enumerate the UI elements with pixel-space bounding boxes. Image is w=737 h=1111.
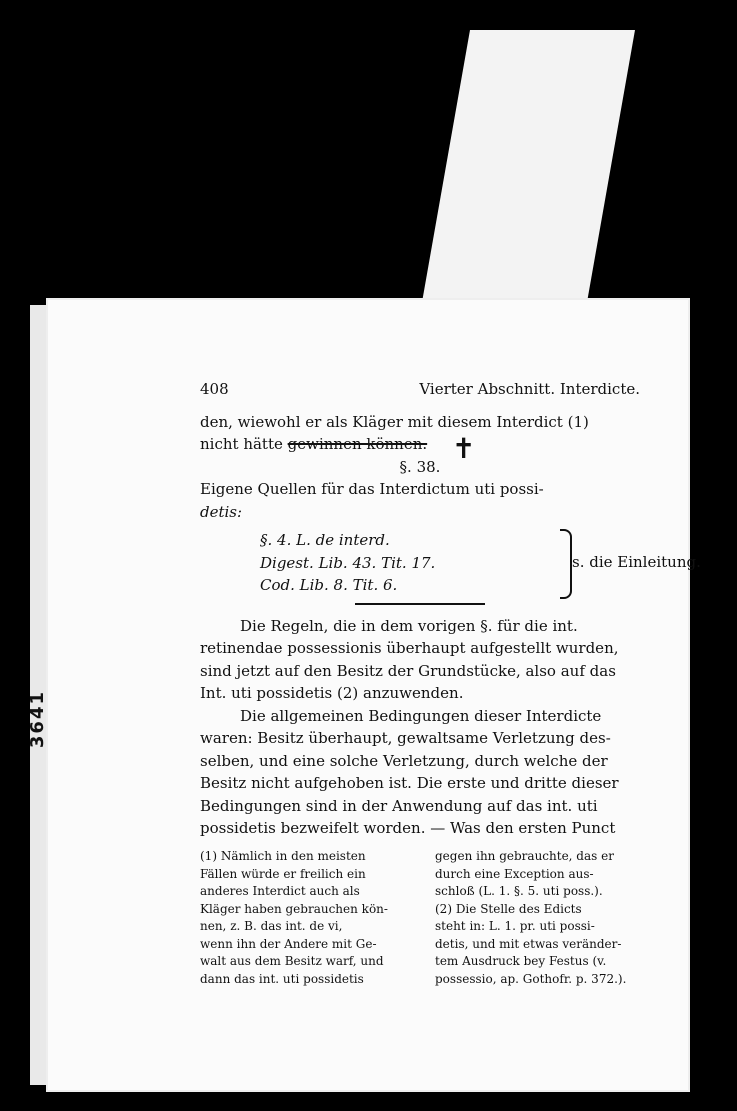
- footnote-line: Fällen würde er freilich ein: [200, 866, 366, 881]
- page-header: [200, 378, 640, 401]
- body-line: Bedingungen sind in der Anwendung auf das int. uti: [200, 796, 598, 815]
- struck-prefix: nicht hätte: [200, 435, 283, 453]
- footnote-line: dann das int. uti possidetis: [200, 971, 364, 986]
- running-title: Vierter Abschnitt. Interdicte.: [419, 380, 640, 398]
- footnote-line: steht in: L. 1. pr. uti possi-: [435, 919, 595, 933]
- footnote-line: tem Ausdruck bey Festus (v.: [435, 954, 607, 968]
- body-line: Besitz nicht aufgehoben ist. Die erste und dritte dieser: [200, 774, 619, 792]
- handwritten-cross-mark: ✝: [452, 432, 476, 465]
- struck-line: [200, 433, 640, 456]
- section-rule: [355, 603, 485, 605]
- body-line: Die allgemeinen Bedingungen dieser Interdicte: [240, 706, 602, 725]
- source-line: Digest. Lib. 43. Tit. 17.: [260, 553, 436, 572]
- footnotes: [200, 848, 640, 988]
- page-number: 408: [200, 380, 229, 398]
- brace: [560, 529, 572, 599]
- footnote-line: detis, und mit etwas veränder-: [435, 936, 622, 951]
- source-line: §. 4. L. de interd.: [260, 531, 390, 549]
- footnote-line: anderes Interdict auch als: [200, 884, 360, 898]
- body-line: Int. uti possidetis (2) anzuwenden.: [200, 684, 464, 702]
- footnote-line: nen, z. B. das int. de vi,: [200, 919, 343, 933]
- sources-note: s. die Einleitung.: [572, 553, 701, 571]
- body-line: sind jetzt auf den Besitz der Grundstücke, also auf das: [200, 661, 616, 680]
- sources-title-line-1: Eigene Quellen für das Interdictum uti possi-: [200, 480, 544, 498]
- footnote-line: wenn ihn der Andere mit Ge-: [200, 936, 377, 951]
- body-line: selben, und eine solche Verletzung, durch welche der: [200, 751, 608, 770]
- footnote-line: gegen ihn gebrauchte, das er: [435, 849, 614, 863]
- footnote-line: (2) Die Stelle des Edicts: [435, 901, 582, 916]
- body-line: possidetis bezweifelt worden. — Was den ersten Punct: [200, 819, 616, 837]
- footnote-line: durch eine Exception aus-: [435, 866, 594, 881]
- footnotes-right-column: [435, 848, 640, 988]
- body-line: Die Regeln, die in dem vorigen §. für die int.: [240, 616, 578, 635]
- footnote-line: possessio, ap. Gothofr. p. 372.).: [435, 971, 627, 986]
- body-line: waren: Besitz überhaupt, gewaltsame Verletzung des-: [200, 729, 611, 747]
- struck-text: gewinnen können.: [287, 435, 428, 453]
- source-line: Cod. Lib. 8. Tit. 6.: [260, 576, 398, 594]
- spine-label: 3641: [27, 690, 48, 749]
- sources-block: [260, 529, 701, 597]
- footnotes-left-column: [200, 848, 405, 988]
- page-text: [200, 378, 701, 840]
- footnote-line: Kläger haben gebrauchen kön-: [200, 901, 388, 916]
- sources-title-line-2: detis:: [200, 502, 243, 521]
- footnote-line: (1) Nämlich in den meisten: [200, 849, 366, 863]
- body-line: retinendae possessionis überhaupt aufgestellt wurden,: [200, 639, 619, 657]
- footnote-line: schloß (L. 1. §. 5. uti poss.).: [435, 884, 603, 898]
- footnote-line: walt aus dem Besitz warf, und: [200, 954, 384, 968]
- section-heading: §. 38.: [399, 457, 441, 476]
- intro-line: den, wiewohl er als Kläger mit diesem Interdict (1): [200, 412, 589, 431]
